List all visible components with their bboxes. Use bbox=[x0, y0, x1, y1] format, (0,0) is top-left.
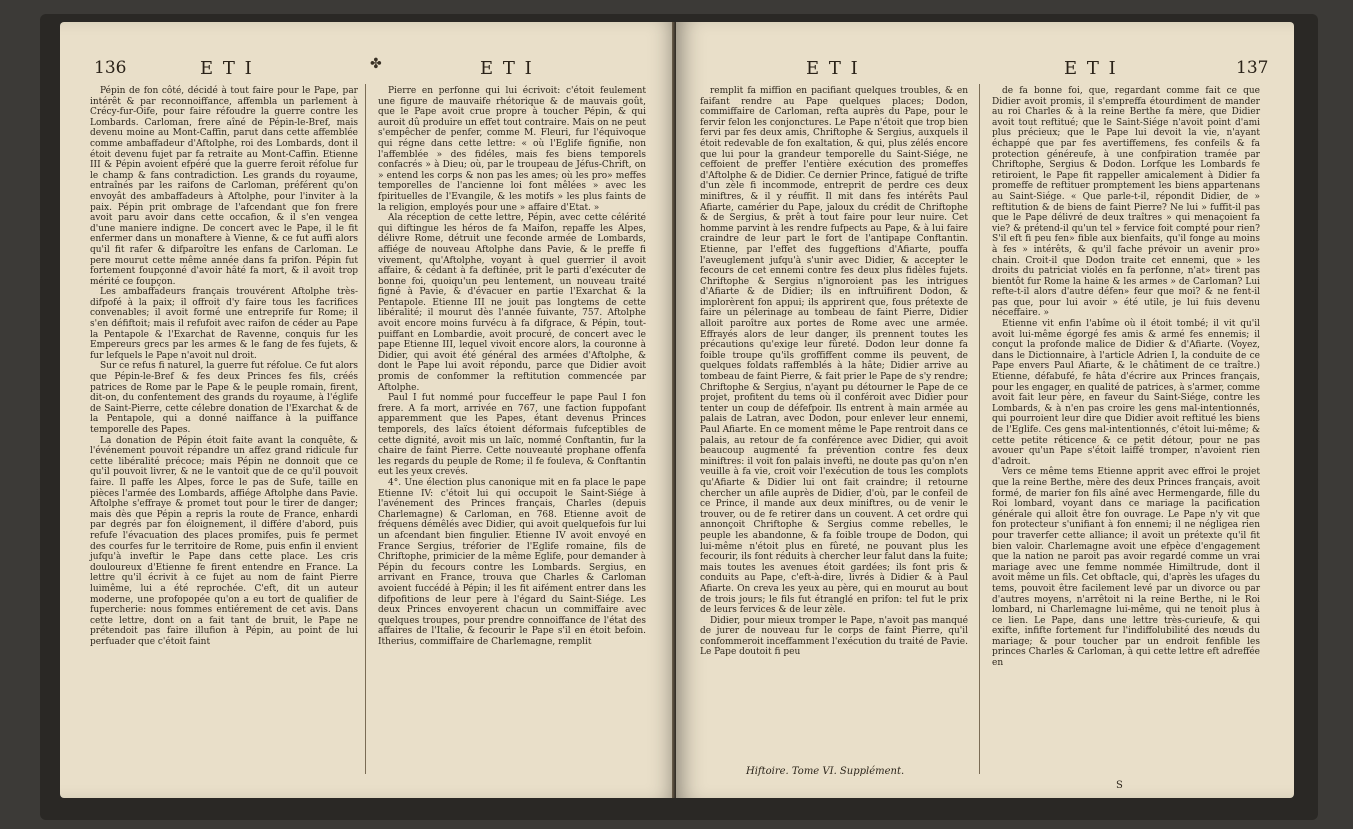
paragraph: Paul I fut nommé pour fucceffeur le pape Paul I fon frere. A fa mort, arrivée en 767, une faction fuppofant apparemment que les Papes, étant devenus Princes temporels, des laïcs étoient déformais fufceptibles de cette dignité, avoit mis un laïc, nommé Conftantin, fur la chaire de faint Pierre. Cette nouveauté prophane offenfa les regards du peuple de Rome; il fe fouleva, & Conftantin eut les yeux crevés. bbox=[378, 393, 646, 478]
page-number: 137 bbox=[1236, 58, 1269, 78]
paragraph: Pierre en perfonne qui lui écrivoit: c'étoit feulement une figure de mauvaife rhétorique & de mauvais goût, que le Pape avoit crue propre à toucher Pépin, & qui auroit dû produire un effet tout contraire. Mais on ne peut s'empêcher de penfer, comme M. Fleuri, fur l'équivoque qui régne dans cette lettre: « où l'Eglife fignifie, non l'affemblée » des fidéles, mais fes biens temporels confacrés » à Dieu; où, par le troupeau de Jéfus-Chrift, on » entend les corps & non pas les ames; où les pro» meffes temporelles de l'ancienne loi font mêlées » avec les fpirituelles de l'Evangile, & les motifs » les plus faints de la religion, employés pour une » affaire d'Etat. » bbox=[378, 86, 646, 213]
paragraph: Vers ce même tems Etienne apprit avec effroi le projet que la reine Berthe, mère des deux Princes français, avoit formé, de marier fon fils aîné avec Hermengarde, fille du Roi lombard, voyant dans ce mariage la pacification générale qui alloit être fon ouvrage. Le Pape n'y vit que fon protecteur s'unifiant à fon ennemi; il ne négligea rien pour traverfer cette alliance; il avoit un prétexte qu'il fit bien valoir. Charlemagne avoit une efpèce d'engagement que la nation ne paroit pas avoir regardé comme un vrai mariage avec une femme nommée Himiltrude, dont il avoit même un fils. Cet obftacle, qui, d'après les ufages du tems, pouvoit être facilement levé par un divorce ou par d'autres moyens, n'arrêtoit ni la reine Berthe, ni le Roi lombard, ni Charlemagne lui-même, qui ne tenoit plus à ce lien. Le Pape, dans une lettre très-curieufe, & qui exifte, infifte fortement fur l'indiffolubilité des nœuds du mariage; & pour toucher par un endroit fenfible les princes Charles & Carloman, à qui cette lettre eft adreffée en bbox=[992, 467, 1260, 669]
paragraph: remplit fa miffion en pacifiant quelques troubles, & en faifant rendre au Pape quelques places; Dodon, commiffaire de Carloman, refta auprès du Pape, pour le fervir felon les conjonctures. Le Pape n'étoit que trop bien fervi par fes deux amis, Chriftophe & Sergius, auxquels il étoit redevable de fon exaltation, & qui, plus zélés encore que lui pour la grandeur temporelle du Saint-Siége, ne ceffoient de preffer l'entière exécution des promeffes d'Aftolphe & de Didier. Ce dernier Prince, fatigué de trifte d'un zèle fi incommode, entreprit de perdre ces deux miniftres, & il y réuffit. Il mit dans fes intérêts Paul Afiarte, camérier du Pape, jaloux du crédit de Chriftophe & de Sergius, & prêt à tout faire pour leur nuire. Cet homme parvint à les rendre fufpects au Pape, & à lui faire craindre de leur part le fort de l'antipape Conftantin. Etienne, par l'effet des fuggeftions d'Afiarte, pouffa l'aveuglement jufqu'à s'unir avec Didier, & accepter le fecours de cet ennemi contre fes deux plus fidèles fujets. Chriftophe & Sergius n'ignoroient pas les intrigues d'Afiarte & de Didier; ils en inftruifirent Dodon, & implorèrent fon appui; ils apprirent que, fous prétexte de faire un pélerinage au tombeau de faint Pierre, Didier alloit paroître aux portes de Rome avec une armée. Effrayés alors de leur danger, ils prennent toutes les précautions qu'exige leur fûreté. Dodon leur donne fa foible troupe qu'ils groffiffent comme ils peuvent, de quelques foldats raffemblés à la hâte; Didier arrive au tombeau de faint Pierre, & fait prier le Pape de s'y rendre; Chriftophe & Sergius, n'ayant pu détourner le Pape de ce projet, profitent du tems où il conféroit avec Didier pour tenter un coup de défefpoir. Ils entrent à main armée au palais de Latran, avec Dodon, pour enlever leur ennemi, Paul Afiarte. En ce moment même le Pape rentroit dans ce palais, au retour de fa conférence avec Didier, qui avoit beaucoup augmenté fa prévention contre fes deux miniftres: il voit fon palais inveftì, ne doute pas qu'on n'en veuille à fa vie, croit voir l'exécution de tous les complots qu'Afiarte & Didier lui ont fait craindre; il retourne chercher un afile auprès de Didier, d'où, par le confeil de ce Prince, il mande aux deux miniftres, ou de venir le trouver, ou de fe retirer dans un couvent. A cet ordre qui annonçoit Chriftophe & Sergius comme rebelles, le peuple les abandonne, & fa foible troupe de Dodon, qui lui-même n'étoit plus en fûreté, ne pouvant plus les fecourir, ils font réduits à chercher leur falut dans la fuite; mais toutes les avenues étoit gardées; ils font pris & conduits au Pape, c'eft-à-dire, livrés à Didier & à Paul Afiarte. On creva les yeux au père, qui en mourut au bout de trois jours; le fils fut étranglé en prifon: tel fut le prix de leurs fervices & de leur zèle. bbox=[700, 86, 968, 616]
column-divider bbox=[979, 84, 980, 774]
running-head: E T I bbox=[480, 58, 534, 79]
text-column bbox=[378, 86, 646, 647]
left-page bbox=[60, 22, 678, 798]
paragraph: La donation de Pépin étoit faite avant la conquête, & l'événement pouvoit répandre un affez grand ridicule fur cette libéralité précoce; mais Pépin ne donnoit que ce qu'il pouvoit livrer, & ne le vantoit que de ce qu'il pouvoit faire. Il paffe les Alpes, force le pas de Sufe, taille en pièces l'armée des Lombards, affiége Aftolphe dans Pavie. Aftolphe s'effraye & promet tout pour le tirer de danger; mais dès que Pépin a repris la route de France, enhardi par degrés par fon éloignement, il différe d'abord, puis refufe l'évacuation des places promifes, puis fe permet des courfes fur le territoire de Rome, puis enfin il envient jufqu'à inveftir le Pape dans cette place. Les cris douloureux d'Etienne fe firent entendre en France. La lettre qu'il écrivit à ce fujet au nom de faint Pierre luimême, lui a été reprochée. C'eft, dit un auteur moderne, une profopopée qu'on a eu tort de qualifier de fupercherie: nous fommes entiérement de cet avis. Dans cette lettre, dont on a fait tant de bruit, le Pape ne prétendoit pas faire illufion à Pépin, au point de lui perfuader que c'étoit faint bbox=[90, 435, 358, 647]
column-divider bbox=[365, 84, 366, 774]
paragraph: Ala réception de cette lettre, Pépin, avec cette célérité qui diftingue les héros de fa Maifon, repaffe les Alpes, délivre Rome, détruit une feconde armée de Lombards, affiége de nouveau Aftolphe dans Pavie, & le preffe fi vivement, qu'Aftolphe, voyant à quel guerrier il avoit affaire, & cédant à fa deftinée, prit le parti d'exécuter de bonne foi, quoiqu'un peu lentement, un nouveau traité figné à Pavie, & d'évacuer en partie l'Exarchat & la Pentapole. Etienne III ne jouit pas longtems de cette libéralité; il mourut dès l'année fuivante, 757. Aftolphe avoit encore moins furvécu à fa difgrace, & Pépin, tout-puiffant en Lombardie, avoit procuré, de concert avec le pape Etienne III, lequel vivoit encore alors, la couronne à Didier, qui avoit été général des armées d'Aftolphe, & dont le Pape lui avoit répondu, parce que Didier avoit promis de confommer la reftitution commencée par Aftolphe. bbox=[378, 213, 646, 393]
text-column bbox=[700, 86, 968, 658]
paragraph: 4°. Une élection plus canonique mit en fa place le pape Etienne IV: c'étoit lui qui occupoit le Saint-Siége à l'avénement des Princes français, Charles (depuis Charlemagne) & Carloman, en 768. Etienne avoit de fréquens démêlés avec Didier, qui avoit quelquefois fur lui un afcendant bien fingulier. Etienne IV avoit envoyé en France Sergius, tréforier de l'Eglife romaine, fils de Chriftophe, primicier de la même Eglife, pour demander à Pépin du fecours contre les Lombards. Sergius, en arrivant en France, trouva que Charles & Carloman avoient fuccédé à Pépin; il les fit aifément entrer dans les difpofitions de leur pere à l'égard du Saint-Siége. Les deux Princes envoyerent chacun un commiffaire avec quelques troupes, pour prendre connoiffance de l'état des affaires de l'Italie, & fecourir le Pape s'il en étoit befoin. Itherius, commiffaire de Charlemagne, remplit bbox=[378, 477, 646, 647]
footer-volume-line: Hiftoire. Tome VI. Supplément. bbox=[746, 766, 905, 777]
right-page bbox=[676, 22, 1294, 798]
running-head: E T I bbox=[200, 58, 254, 79]
paragraph: Sur ce refus fi naturel, la guerre fut réfolue. Ce fut alors que Pépin-le-Bref & fes deux Princes fes fils, créés patrices de Rome par le Pape & le peuple romain, firent, dit-on, du confentement des grands du royaume, à l'églife de Saint-Pierre, cette célebre donation de l'Exarchat & de la Pentapole, qui a donné naiffance à la puiffance temporelle des Papes. bbox=[90, 361, 359, 435]
text-column bbox=[992, 86, 1260, 669]
signature-mark: S bbox=[1116, 780, 1123, 791]
text-column bbox=[90, 86, 358, 647]
paragraph: Pépin de fon côté, décidé à tout faire pour le Pape, par intérêt & par reconnoiffance, affembla un parlement à Crécy-fur-Oife, pour faire réfoudre la guerre contre les Lombards. Carloman, frere aîné de Pépin-le-Bref, mais devenu moine au Mont-Caffin, parut dans cette affemblée comme ambaffadeur d'Aftolphe, roi des Lombards, dont il étoit devenu fujet par fa retraite au Mont-Caffin. Etienne III & Pépin avoient efpéré que la guerre feroit réfolue fur le champ & fans contradiction. Les grands du royaume, entraînés par les raifons de Carloman, préférent qu'on envoyât des ambaffadeurs à Aftolphe, pour l'inviter à la paix. Pépin prit ombrage de l'afcendant que fon frere avoit paru avoir dans cette occafion, & il s'en vengea d'une maniere indigne. De concert avec le Pape, il le fit enfermer dans un monaftere à Vienne, & ce fut auffi alors qu'il fit rafer & difparoître les enfans de Carloman. Le pere mourut cette même année dans fa prifon. Pépin fut fortement foupçonné d'avoir hâté fa mort, & il avoit trop mérité ce foupçon. bbox=[90, 86, 358, 287]
page-number: 136 bbox=[94, 58, 127, 78]
paragraph: Didier, pour mieux tromper le Pape, n'avoit pas manqué de jurer de nouveau fur le corps de faint Pierre, qu'il confommeroit inceffamment l'exécution du traité de Pavie. Le Pape doutoit fi peu bbox=[700, 615, 968, 658]
running-head: E T I bbox=[806, 58, 860, 79]
paragraph: de fa bonne foi, que, regardant comme fait ce que Didier avoit promis, il s'empreffa étourdiment de mander au roi Charles & à la reine Berthe fa mère, que Didier avoit tout reftitué; que le Saint-Siége n'avoit point d'ami plus précieux; que le Pape lui devoit la vie, n'ayant échappé que par fes avertiffemens, fes confeils & fa protection généreufe, à une confpiration tramée par Chriftophe, Sergius & Dodon. Lorfque les Lombards fe retiroient, le Pape fit rappeller amicalement à Didier fa promeffe de reftituer promptement les biens appartenans au Saint-Siége. « Que parle-t-il, répondit Didier, de » reftitution & de biens de faint Pierre? Ne lui » fuffit-il pas que le Pape délivré de deux traîtres » qui menaçoient fa vie? & prétend-il qu'un tel » fervice foit compté pour rien? S'il eft fi peu fen» fible aux bienfaits, qu'il fonge au moins à fes » intérêts, & qu'il fache prévoir un avenir pro» chain. Croit-il que Dodon traite cet ennemi, que » les droits du patriciat violés en fa perfonne, n'at» tirent pas bientôt fur Rome la haine & les armes » de Carloman? Lui refte-t-il alors d'autre défen» feur que moi? & ne fent-il pas que, pour lui avoir » été utile, je lui fuis devenu néceffaire. » bbox=[992, 86, 1260, 319]
running-head: E T I bbox=[1064, 58, 1118, 79]
ornament-icon: ✤ bbox=[370, 56, 382, 72]
paragraph: Les ambaffadeurs français trouvérent Aftolphe très-difpofé à la paix; il offroit d'y faire tous les facrifices convenables; il avoit formé une entreprife fur Rome; il s'en défiftoit; mais il refufoit avec raifon de céder au Pape la Pentapole & l'Exarchat de Ravenne, conquis fur les Empereurs grecs par les armes & le fang de fes fujets, & fur lefquels le Pape n'avoit nul droit. bbox=[90, 287, 358, 361]
paragraph: Etienne vit enfin l'abîme où il étoit tombé; il vit qu'il avoit lui-même égorgé fes amis & armé fes ennemis; il conçut la profonde malice de Didier & d'Afiarte. (Voyez, dans le Dictionnaire, à l'article Adrien I, la conduite de ce Pape envers Paul Afiarte, & le châtiment de ce traître.) Etienne, défabufé, fe hâta d'écrire aux Princes français, pour les engager, en qualité de patrices, à s'armer, comme avoit fait leur père, en faveur du Saint-Siége, contre les Lombards, & à n'en pas croire les gens mal-intentionnés, qui pourroient leur dire que Didier avoit reftitué les biens de l'Eglife. Ces gens mal-intentionnés, c'étoit lui-même; & cette petite réticence & ce petit détour, pour ne pas avouer qu'un Pape s'étoit laiffé tromper, n'avoient rien d'adroit. bbox=[992, 319, 1260, 467]
